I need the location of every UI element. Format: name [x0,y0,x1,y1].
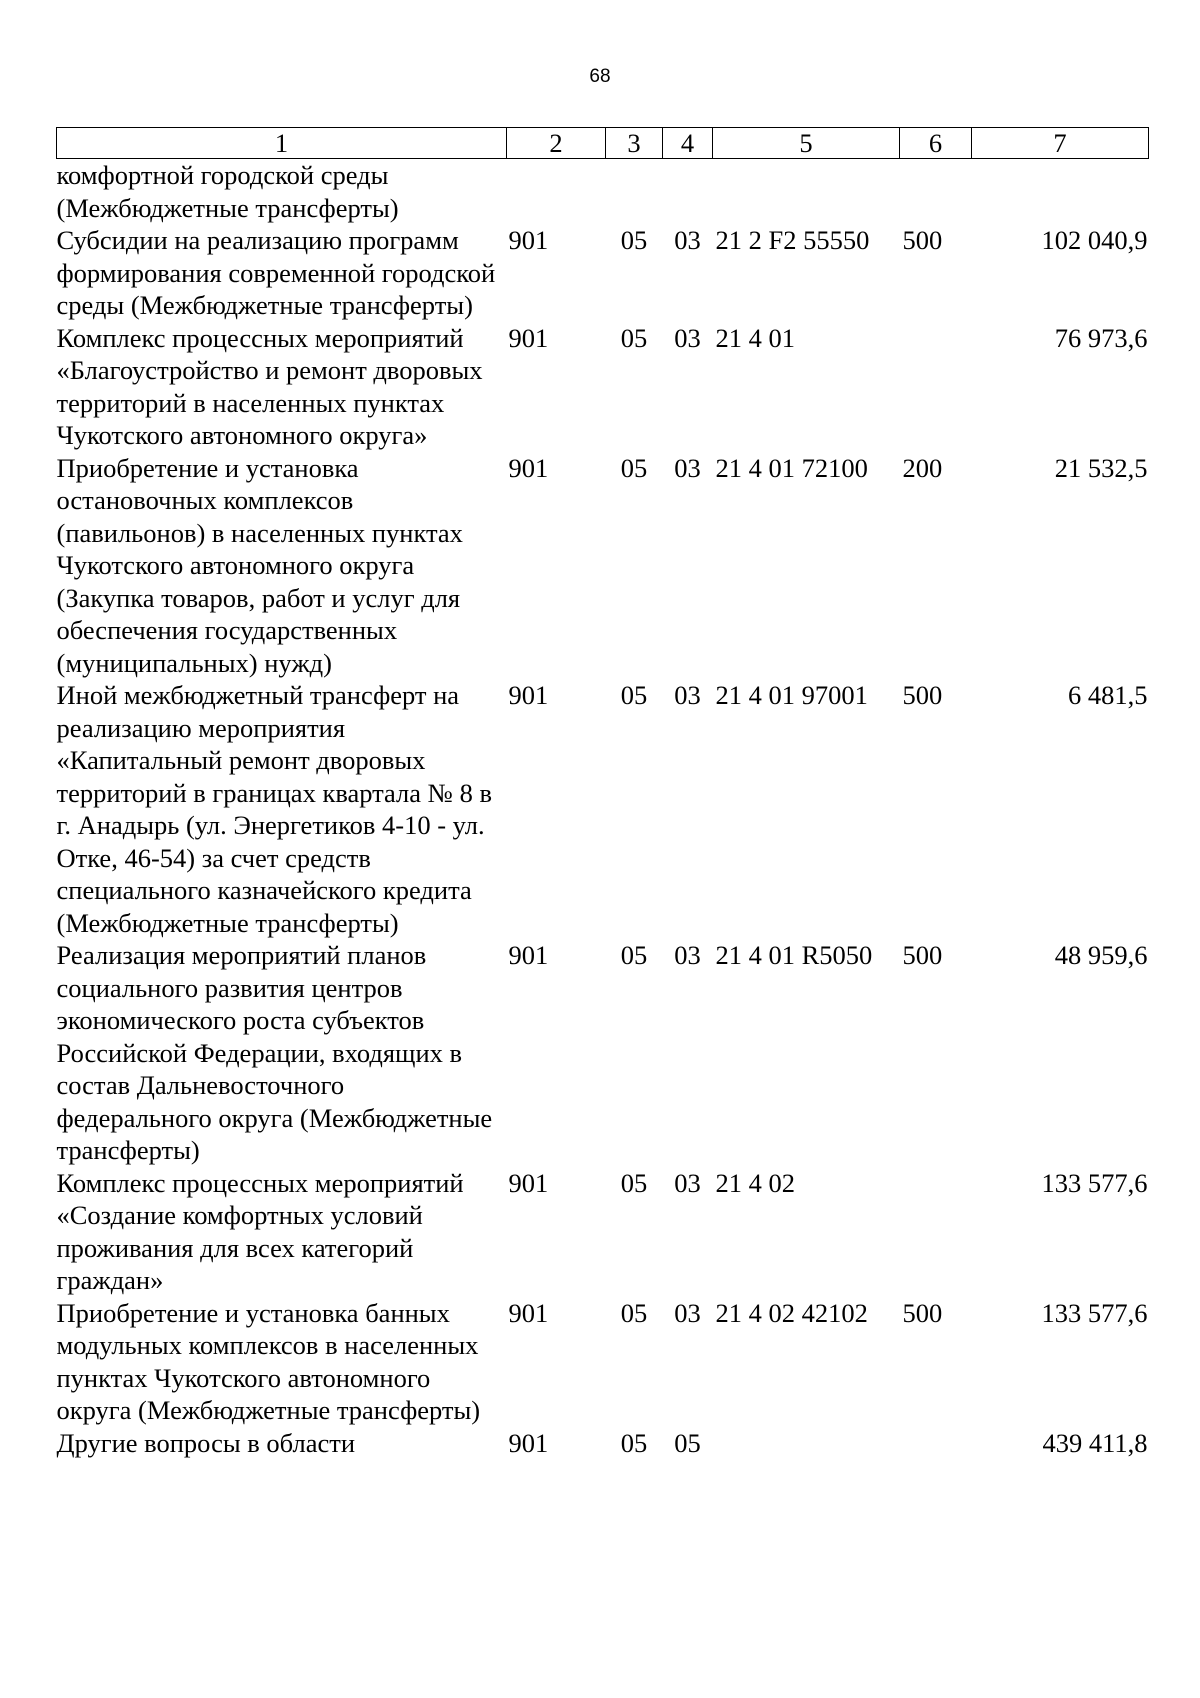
header-col-4: 4 [663,128,713,159]
row-pr: 05 [674,1427,701,1458]
row-gr: 901 [508,452,549,483]
row-gr: 901 [508,1427,549,1458]
header-col-6: 6 [900,128,972,159]
row-gr: 901 [508,940,549,970]
table-row [57,1427,1149,1460]
row-vr: 500 [902,680,943,710]
table-row [57,1297,1149,1427]
row-pr: 03 [674,680,701,710]
row-pr: 03 [674,1167,701,1198]
row-csr: 21 2 F2 55550 [715,225,870,255]
row-rz: 05 [620,940,648,970]
row-sum: 133 577,6 [1041,1297,1148,1328]
row-csr: 21 4 01 R5050 [715,940,873,970]
row-pr: 03 [674,225,701,255]
row-rz: 05 [620,322,648,353]
header-col-2: 2 [507,128,606,159]
row-gr: 901 [508,322,549,353]
table-header [57,128,1149,159]
row-sum: 48 959,6 [1054,940,1148,970]
row-sum [972,159,1149,225]
header-col-1: 1 [57,128,507,159]
row-vr [900,322,972,452]
row-gr [507,159,606,225]
row-sum: 6 481,5 [1068,680,1148,710]
row-sum: 21 532,5 [1054,452,1148,483]
row-gr: 901 [508,1297,549,1328]
page-number: 68 [589,66,611,87]
row-gr: 901 [508,225,549,255]
row-rz: 05 [620,1297,648,1328]
row-pr: 03 [674,1297,701,1328]
row-name: Субсидии на реализацию программ формирования современной городской среды (Межбюджетные трансферты) [56,225,496,320]
row-sum: 102 040,9 [1041,225,1148,255]
row-name: Приобретение и установка остановочных комплексов (павильонов) в населенных пунктах Чукотского автономного округа (Закупка товаров, работ и услуг для обеспечения государственных (муниципальных) нужд) [56,452,463,678]
row-vr: 500 [902,940,943,970]
row-csr: 21 4 02 [715,1167,795,1198]
row-rz: 05 [620,680,648,710]
header-row [57,128,1149,159]
row-gr: 901 [508,1167,549,1198]
row-rz [606,159,663,225]
row-rz: 05 [620,225,648,255]
row-vr [900,159,972,225]
table-row [57,452,1149,680]
row-pr: 03 [674,940,701,970]
table-row [57,159,1149,225]
row-csr: 21 4 01 97001 [715,680,868,710]
row-sum: 76 973,6 [1054,322,1148,353]
header-col-7: 7 [972,128,1149,159]
row-csr [713,159,900,225]
row-sum: 133 577,6 [1041,1167,1148,1198]
row-csr: 21 4 01 [715,322,795,353]
row-name: Другие вопросы в области [56,1427,356,1458]
row-vr: 200 [902,452,943,483]
row-pr: 03 [674,322,701,353]
table-row [57,322,1149,452]
table-body [57,159,1149,1460]
row-rz: 05 [620,1167,648,1198]
row-rz: 05 [620,1427,648,1458]
row-name: Реализация мероприятий планов социального развития центров экономического роста субъектов Российской Федерации, входящих в состав Дальневосточного федерального округа (Межбюджетные трансферты) [56,940,493,1165]
row-sum: 439 411,8 [1042,1427,1148,1458]
row-vr: 500 [902,225,943,255]
row-gr: 901 [508,680,549,710]
table-row [57,1167,1149,1297]
row-name: Приобретение и установка банных модульных комплексов в населенных пунктах Чукотского автономного округа (Межбюджетные трансферты) [56,1297,481,1425]
row-pr [663,159,713,225]
table-row [57,939,1149,1167]
table-row [57,224,1149,322]
row-name: комфортной городской среды (Межбюджетные трансферты) [56,160,399,223]
row-csr: 21 4 01 72100 [715,452,868,483]
row-vr [900,1167,972,1297]
row-vr [900,1427,972,1460]
row-csr: 21 4 02 42102 [715,1297,868,1328]
budget-table [56,127,1149,1459]
row-pr: 03 [674,452,701,483]
row-csr [713,1427,900,1460]
header-col-5: 5 [713,128,900,159]
table-row [57,679,1149,939]
row-name: Комплекс процессных мероприятий «Создание комфортных условий проживания для всех категорий граждан» [56,1167,464,1295]
row-rz: 05 [620,452,648,483]
row-name: Иной межбюджетный трансферт на реализацию мероприятия «Капитальный ремонт дворовых территорий в границах квартала № 8 в г. Анадырь (ул. Энергетиков 4-10 - ул. Отке, 46-54) за счет средств специального казначейского кредита (Межбюджетные трансферты) [56,680,492,938]
row-vr: 500 [902,1297,943,1328]
row-name: Комплекс процессных мероприятий «Благоустройство и ремонт дворовых территорий в населенных пунктах Чукотского автономного округа» [56,322,483,450]
header-col-3: 3 [606,128,663,159]
